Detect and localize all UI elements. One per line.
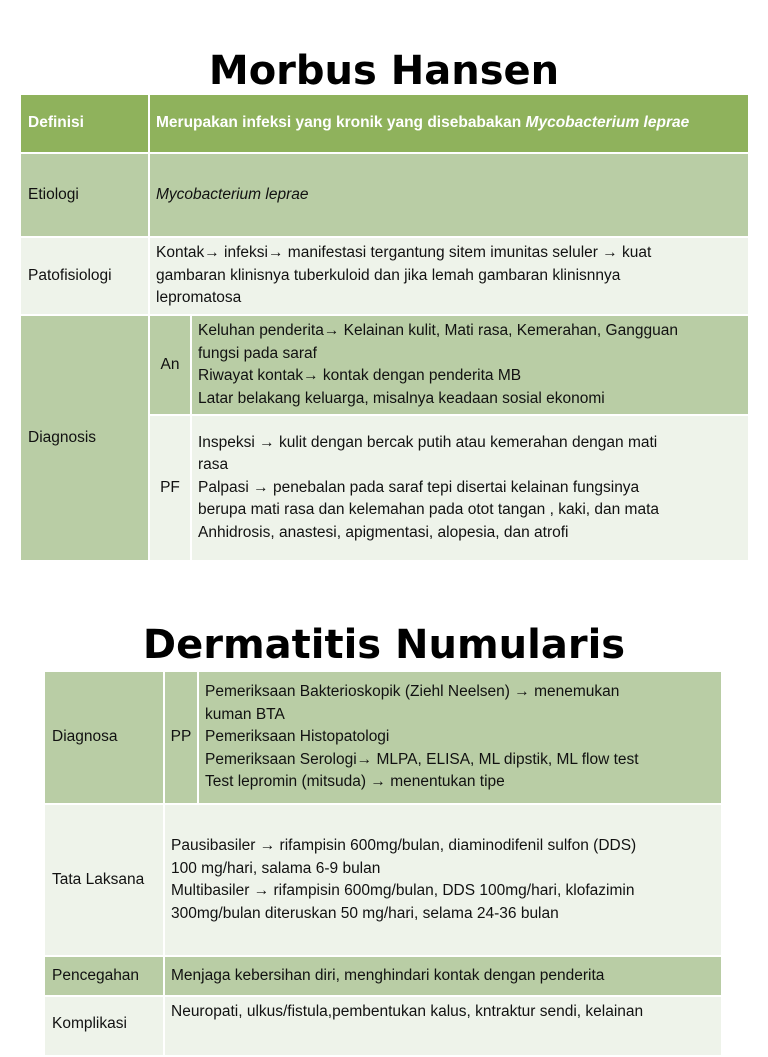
an-text: Keluhan penderita→ Kelainan kulit, Mati rasa, Kemerahan, Gangguan fungsi pada saraf Riwayat kontak→ kontak dengan penderita MB Latar belakang keluarga, misalnya keadaan sosial ekonomi: [191, 315, 749, 415]
label-diagnosa: Diagnosa: [45, 672, 164, 804]
pp-text: Pemeriksaan Bakterioskopik (Ziehl Neelsen) → menemukan kuman BTA Pemeriksaan Histopatologi Pemeriksaan Serologi→ MLPA, ELISA, ML dipstik, ML flow test Test lepromin (mitsuda) → menentukan tipe: [198, 672, 722, 804]
label-pencegahan: Pencegahan: [45, 956, 164, 996]
row-tata-laksana: [45, 804, 722, 956]
pencegahan-text: Menjaga kebersihan diri, menghindari kontak dengan penderita: [164, 956, 722, 996]
row-pencegahan: [45, 956, 722, 996]
label-pf: PF: [149, 415, 191, 561]
label-etiologi: Etiologi: [21, 153, 149, 237]
patofisiologi-text: Kontak→ infeksi→ manifestasi tergantung sitem imunitas seluler → kuat gambaran klinisnya tuberkuloid dan jika lemah gambaran klinisnnya lepromatosa: [149, 237, 749, 315]
label-tata-laksana: Tata Laksana: [45, 804, 164, 956]
section-title-morbus-hansen: Morbus Hansen: [208, 48, 560, 94]
row-komplikasi: [45, 996, 722, 1056]
row-diagnosa: [45, 672, 722, 804]
morbus-hansen-table: [21, 95, 750, 562]
row-definisi: [21, 95, 749, 153]
dermatitis-numularis-table: [45, 672, 723, 1057]
row-etiologi: [21, 153, 749, 237]
row-patofisiologi: [21, 237, 749, 315]
pf-text: Inspeksi → kulit dengan bercak putih atau kemerahan dengan mati rasa Palpasi → penebalan pada saraf tepi disertai kelainan fungsinya berupa mati rasa dan kelemahan pada otot tangan , kaki, dan mata Anhidrosis, anastesi, apigmentasi, alopesia, dan atrofi: [191, 415, 749, 561]
etiologi-text: Mycobacterium leprae: [149, 153, 749, 237]
row-diagnosis-an: [21, 315, 749, 415]
definisi-text: Merupakan infeksi yang kronik yang disebabakan Mycobacterium leprae: [149, 95, 749, 153]
label-an: An: [149, 315, 191, 415]
label-pp: PP: [164, 672, 198, 804]
label-komplikasi: Komplikasi: [45, 996, 164, 1056]
label-patofisiologi: Patofisiologi: [21, 237, 149, 315]
komplikasi-text: Neuropati, ulkus/fistula,pembentukan kalus, kntraktur sendi, kelainan: [164, 996, 722, 1056]
section-title-dermatitis-numularis: Dermatitis Numularis: [142, 622, 626, 668]
label-definisi: Definisi: [21, 95, 149, 153]
tata-laksana-text: Pausibasiler → rifampisin 600mg/bulan, diaminodifenil sulfon (DDS) 100 mg/hari, salama 6-9 bulan Multibasiler → rifampisin 600mg/bulan, DDS 100mg/hari, klofazimin 300mg/bulan diteruskan 50 mg/hari, selama 24-36 bulan: [164, 804, 722, 956]
label-diagnosis: Diagnosis: [21, 315, 149, 561]
